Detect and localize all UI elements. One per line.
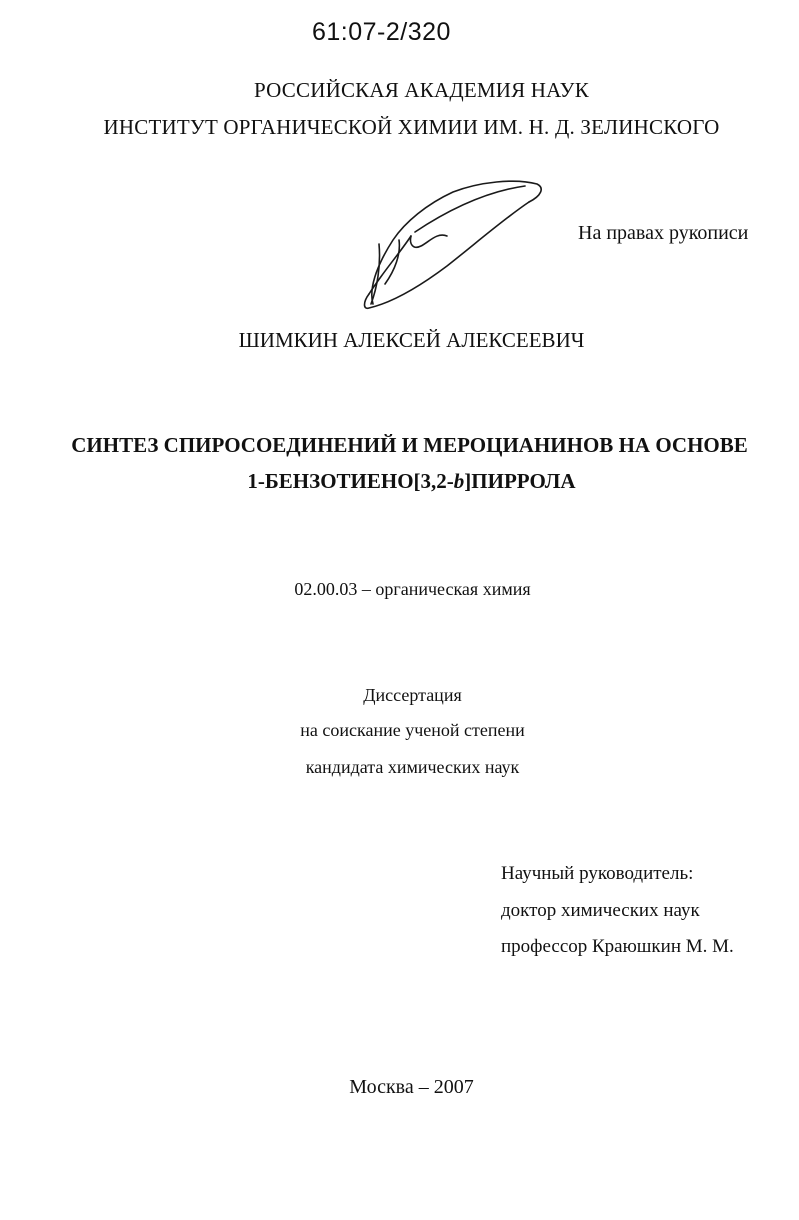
thesis-title-italic-letter: b <box>453 469 465 493</box>
thesis-title-line-2 <box>12 469 799 494</box>
handwritten-signature <box>355 170 555 320</box>
manuscript-note: На правах рукописи <box>578 222 749 244</box>
supervisor-degree: доктор химических наук <box>501 900 700 921</box>
specialty-code: 02.00.03 – органическая химия <box>294 579 531 599</box>
thesis-title-suffix: ]ПИРРОЛА <box>464 469 576 493</box>
degree-purpose: на соискание ученой степени <box>300 720 525 740</box>
thesis-title-line-1: СИНТЕЗ СПИРОСОЕДИНЕНИЙ И МЕРОЦИАНИНОВ НА ОСНОВЕ <box>71 433 748 457</box>
supervisor-name: профессор Краюшкин М. М. <box>501 936 734 957</box>
institute-name: ИНСТИТУТ ОРГАНИЧЕСКОЙ ХИМИИ ИМ. Н. Д. ЗЕЛИНСКОГО <box>103 115 720 139</box>
supervisor-label: Научный руководитель: <box>501 863 694 884</box>
degree-type: Диссертация <box>363 685 462 705</box>
degree-title: кандидата химических наук <box>305 757 520 777</box>
catalog-number: 61:07-2/320 <box>312 18 451 46</box>
thesis-title-prefix: 1-БЕНЗОТИЕНО[3,2- <box>247 469 454 493</box>
author-name: ШИМКИН АЛЕКСЕЙ АЛЕКСЕЕВИЧ <box>238 328 585 352</box>
organization-name: РОССИЙСКАЯ АКАДЕМИЯ НАУК <box>254 78 589 102</box>
place-and-year: Москва – 2007 <box>349 1076 474 1098</box>
